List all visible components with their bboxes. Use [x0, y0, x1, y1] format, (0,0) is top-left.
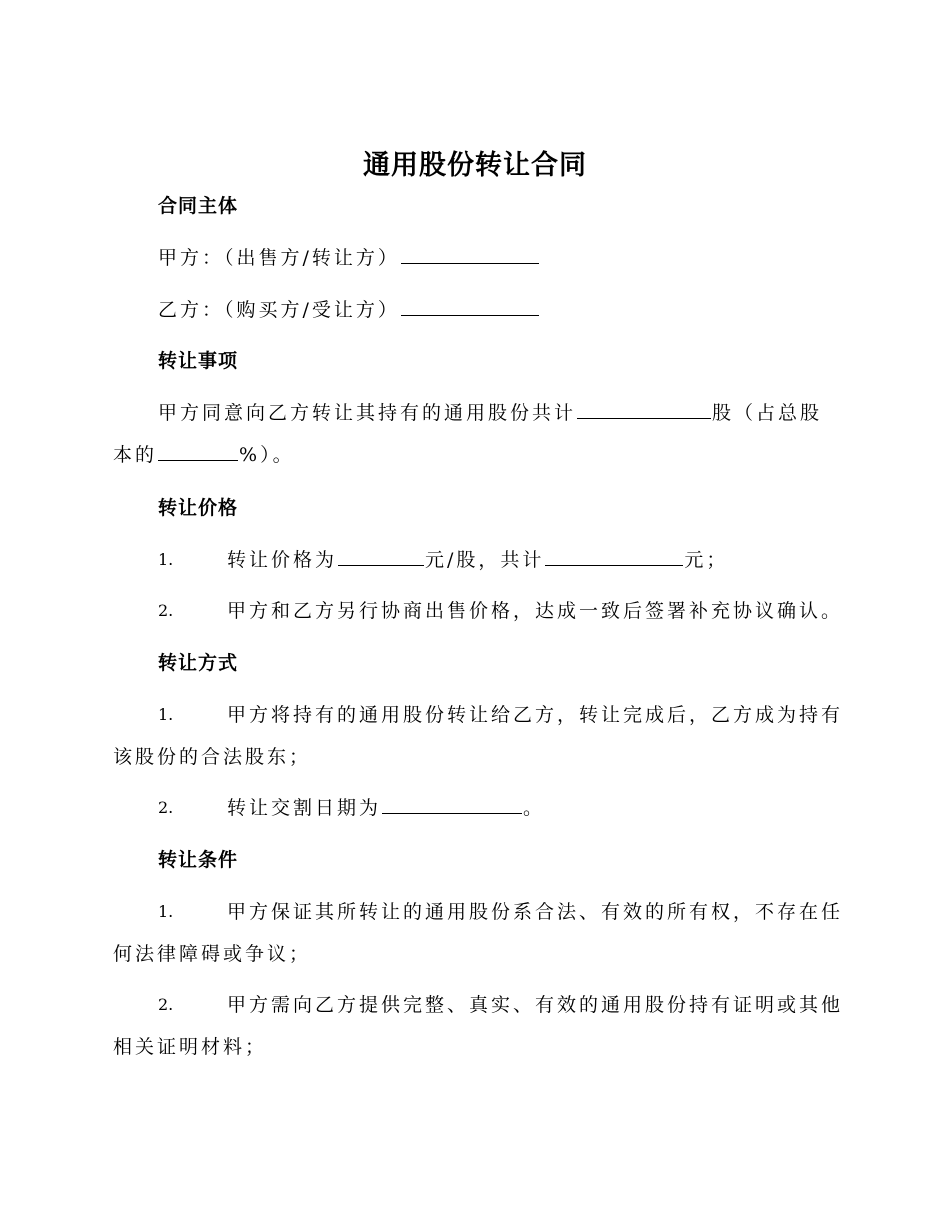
unit-price-blank[interactable] [338, 545, 424, 566]
party-b-label: 乙方：（购买方/受让方） [158, 299, 400, 321]
matter-text-2: 股（占总股 [712, 402, 823, 424]
matter-text-1: 甲方同意向乙方转让其持有的通用股份共计 [158, 402, 577, 424]
price-item-1-part3: 元； [684, 549, 729, 571]
page-title: 通用股份转让合同 [363, 150, 587, 181]
matter-line-1 [158, 398, 822, 428]
matter-line-2 [113, 440, 295, 470]
section-heading-method: 转让方式 [158, 652, 239, 674]
method-item-2-part1: 转让交割日期为 [227, 797, 382, 819]
share-count-blank[interactable] [577, 398, 711, 419]
method-item-2-number: 2. [158, 798, 174, 817]
section-heading-parties: 合同主体 [158, 195, 239, 217]
party-b-blank[interactable] [401, 295, 539, 316]
party-b-line [158, 295, 540, 325]
method-item-1-line-1: 甲方将持有的通用股份转让给乙方，转让完成后，乙方成为持有 [227, 704, 844, 726]
price-item-1-number: 1. [158, 550, 174, 569]
price-item-2-text: 甲方和乙方另行协商出售价格，达成一致后签署补充协议确认。 [227, 600, 844, 622]
conditions-item-2-number: 2. [158, 995, 174, 1014]
section-heading-matter: 转让事项 [158, 350, 239, 372]
party-a-blank[interactable] [401, 243, 539, 264]
matter-text-4: %）。 [239, 444, 295, 466]
matter-text-3: 本的 [113, 444, 158, 466]
party-a-label: 甲方：（出售方/转让方） [158, 247, 400, 269]
method-item-2-part2: 。 [523, 797, 546, 819]
section-heading-price: 转让价格 [158, 497, 239, 519]
conditions-item-1-number: 1. [158, 902, 174, 921]
method-item-1-number: 1. [158, 705, 174, 724]
delivery-date-blank[interactable] [382, 793, 522, 814]
conditions-item-2-line-1: 甲方需向乙方提供完整、真实、有效的通用股份持有证明或其他 [227, 994, 844, 1016]
total-price-blank[interactable] [545, 545, 683, 566]
price-item-2-number: 2. [158, 601, 174, 620]
conditions-item-1-line-2: 何法律障碍或争议； [113, 943, 312, 965]
share-percent-blank[interactable] [158, 440, 238, 461]
method-item-2-text [227, 793, 545, 823]
price-item-1-text [227, 545, 728, 575]
method-item-1-line-2: 该股份的合法股东； [113, 746, 312, 768]
conditions-item-2-line-2: 相关证明材料； [113, 1036, 268, 1058]
conditions-item-1-line-1: 甲方保证其所转让的通用股份系合法、有效的所有权，不存在任 [227, 901, 844, 923]
price-item-1-part2: 元/股，共计 [425, 549, 545, 571]
party-a-line [158, 243, 540, 273]
section-heading-conditions: 转让条件 [158, 849, 239, 871]
price-item-1-part1: 转让价格为 [227, 549, 338, 571]
